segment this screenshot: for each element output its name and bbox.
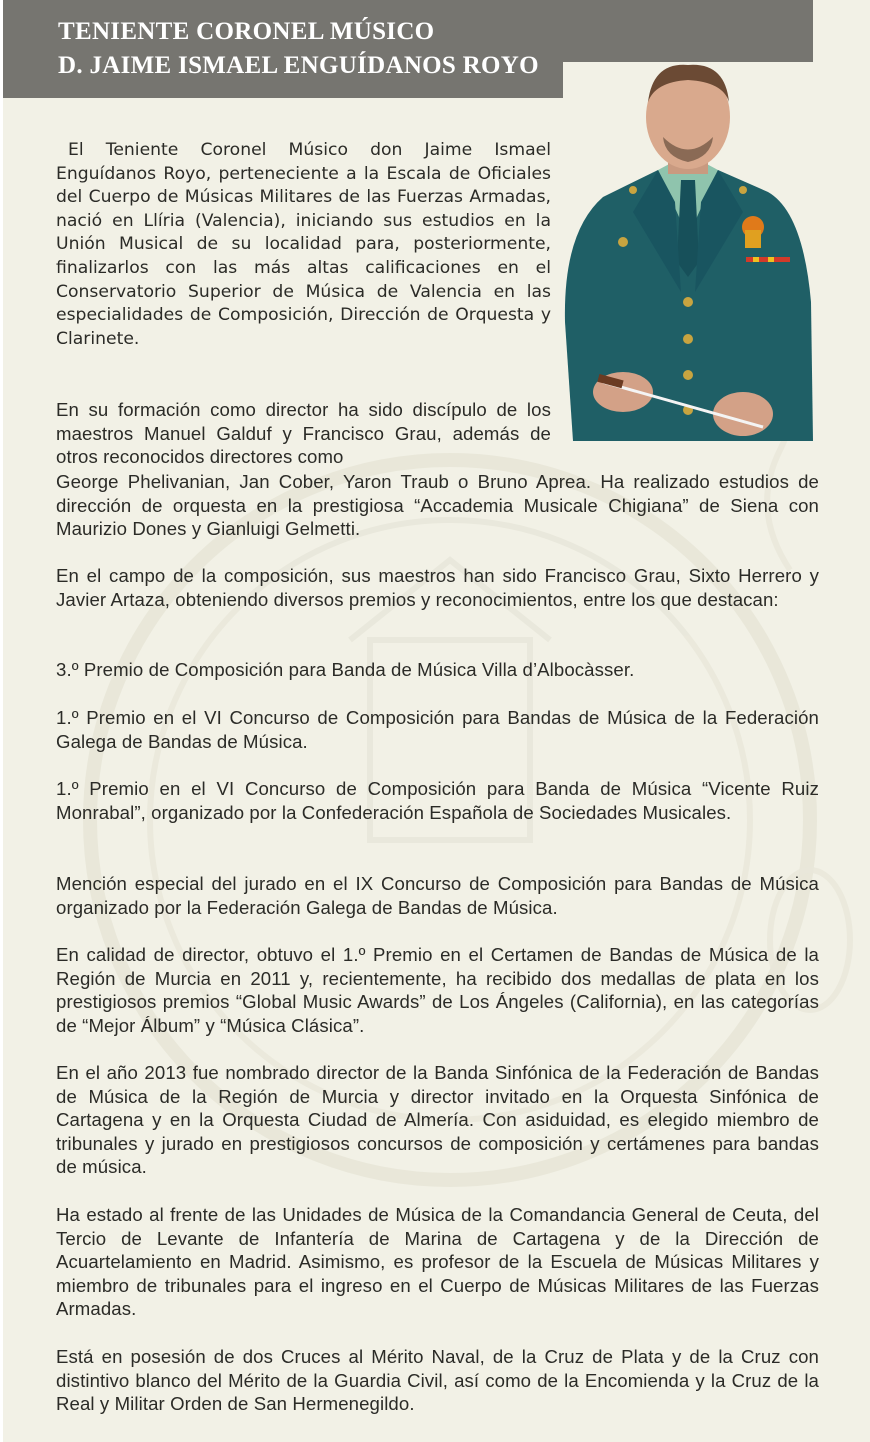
- bio-paragraph-composition: En el campo de la composición, sus maestros han sido Francisco Grau, Sixto Herrero y Javier Artaza, obteniendo diversos premios y reconocimientos, entre los que destacan:: [56, 565, 819, 610]
- award-item: 1.º Premio en el VI Concurso de Composición para Bandas de Música de la Federación Galega de Bandas de Música.: [56, 707, 819, 752]
- bio-paragraph-units: Ha estado al frente de las Unidades de Música de la Comandancia General de Ceuta, del Tercio de Levante de Infantería de Marina de Cartagena y de la Dirección de Acuartelamiento en Madrid. Asimismo, es profesor de la Escuela de Músicas Militares y miembro de tribunales para el ingreso en el Cuerpo de Músicas Militares de las Fuerzas Armadas.: [56, 1204, 819, 1320]
- bio-paragraph-training-cont: George Phelivanian, Jan Cober, Yaron Traub o Bruno Aprea. Ha realizado estudios de dirección de orquesta en la prestigiosa “Accademia Musicale Chigiana” de Siena con Maurizio Dones y Gianluigi Gelmetti.: [56, 471, 819, 540]
- page-edge: [0, 0, 3, 1442]
- bio-paragraph-2013: En el año 2013 fue nombrado director de la Banda Sinfónica de la Federación de Bandas de Música de la Región de Murcia y director invitado en la Orquesta Sinfónica de Cartagena y en la Orquesta Ciudad de Almería. Con asiduidad, es elegido miembro de tribunales y jurado en prestigiosos concursos de composición y certámenes para bandas de música.: [56, 1062, 819, 1178]
- bio-paragraph-director: En calidad de director, obtuvo el 1.º Premio en el Certamen de Bandas de Música de la Región de Murcia en 2011 y, recientemente, ha recibido dos medallas de plata en los prestigiosos premios “Global Music Awards” de Los Ángeles (California), en las categorías de “Mejor Álbum” y “Música Clásica”.: [56, 944, 819, 1036]
- title-name: D. JAIME ISMAEL ENGUÍDANOS ROYO: [58, 52, 539, 79]
- bio-paragraph-intro: El Teniente Coronel Músico don Jaime Ismael Enguídanos Royo, perteneciente a la Escala de Oficiales del Cuerpo de Músicas Militares de las Fuerzas Armadas, nació en Llíria (Valencia), iniciando sus estudios en la Unión Musical de su localidad para, posteriormente, finalizarlos con las más altas calificaciones en el Conservatorio Superior de Música de Valencia en las especialidades de Composición, Dirección de Orquesta y Clarinete.: [56, 140, 551, 349]
- award-item: 3.º Premio de Composición para Banda de Música Villa d’Albocàsser.: [56, 659, 635, 680]
- title-rank: TENIENTE CORONEL MÚSICO: [58, 18, 435, 45]
- portrait-photo-icon: [563, 62, 813, 441]
- award-item: 1.º Premio en el VI Concurso de Composición para Banda de Música “Vicente Ruiz Monrabal”, organizado por la Confederación Española de Sociedades Musicales.: [56, 778, 819, 823]
- bio-paragraph-training: En su formación como director ha sido discípulo de los maestros Manuel Galduf y Francisco Grau, además de otros reconocidos directores como: [56, 399, 551, 468]
- award-item: Mención especial del jurado en el IX Concurso de Composición para Bandas de Música organizado por la Federación Galega de Bandas de Música.: [56, 873, 819, 918]
- bio-paragraph-honours: Está en posesión de dos Cruces al Mérito Naval, de la Cruz de Plata y de la Cruz con distintivo blanco del Mérito de la Guardia Civil, así como de la Encomienda y la Cruz de la Real y Militar Orden de San Hermenegildo.: [56, 1346, 819, 1415]
